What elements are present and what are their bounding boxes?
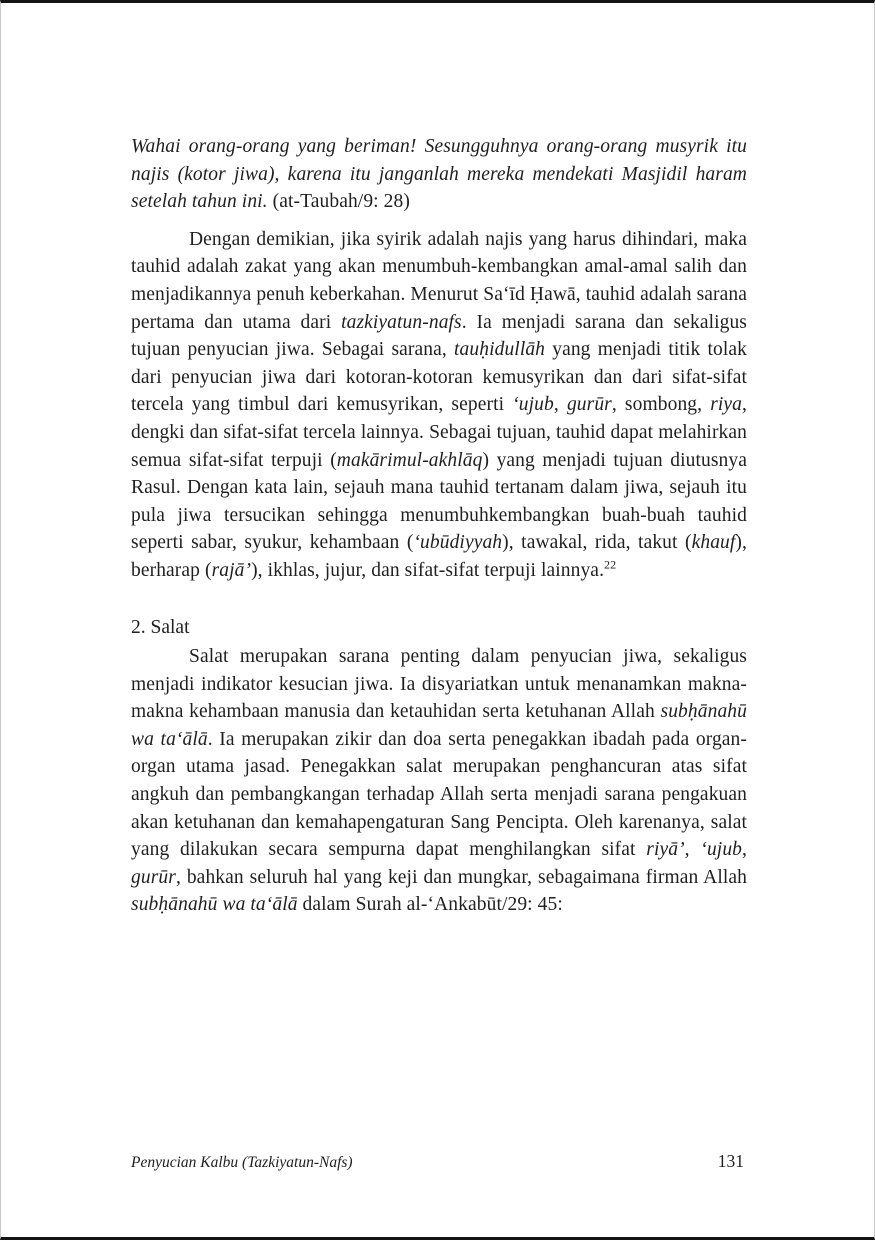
running-title: Penyucian Kalbu (Tazkiyatun-Nafs) [131,1154,353,1171]
page-footer [131,1151,744,1172]
section-heading-salat: 2. Salat [131,616,190,638]
paragraph-tauhid: Dengan demikian, jika syirik adalah najis yang harus dihindari, maka tauhid adalah zakat yang akan menumbuh-kembangkan amal-amal salih dan menjadikannya penuh keberkahan. Menurut Sa‘īd Ḥawā, tauhid adalah sarana pertama dan utama dari tazkiyatun-nafs. Ia menjadi sarana dan sekaligus tujuan penyucian jiwa. Sebagai sarana, tauḥidullāh yang menjadi titik tolak dari penyucian jiwa dari kotoran-kotoran kemusyrikan dan dari sifat-sifat tercela yang timbul dari kemusyrikan, seperti ‘ujub, gurūr, sombong, riya, dengki dan sifat-sifat tercela lainnya. Sebagai tujuan, tauhid dapat melahirkan semua sifat-sifat terpuji (makārimul-akhlāq) yang menjadi tujuan diutusnya Rasul. Dengan kata lain, sejauh mana tauhid tertanam dalam jiwa, sejauh itu pula jiwa tersucikan sehingga menumbuhkembangkan buah-buah tauhid seperti sabar, syukur, kehambaan (‘ubūdiyyah), tawakal, rida, takut (khauf), berharap (rajā’), ikhlas, jujur, dan sifat-sifat terpuji lainnya.$^{22}$ [131,228,748,581]
page-number: 131 [717,1151,744,1171]
page-content [131,133,747,919]
paragraph-salat: Salat merupakan sarana penting dalam penyucian jiwa, sekaligus menjadi indikator kesucian jiwa. Ia disyariatkan untuk menanamkan makna-makna kehambaan manusia dan ketauhidan serta ketuhanan Allah subḥānahū wa ta‘ālā. Ia merupakan zikir dan doa serta penegakkan ibadah pada organ-organ utama jasad. Penegakkan salat merupakan penghancuran atas sifat angkuh dan pembangkangan terhadap Allah serta menjadi sarana pengakuan akan ketuhanan dan kemahapengaturan Sang Pencipta. Oleh karenanya, salat yang dilakukan secara sempurna dapat menghilangkan sifat riyā’, ‘ujub, gurūr, bahkan seluruh hal yang keji dan mungkar, sebagaimana firman Allah subḥānahū wa ta‘ālā dalam Surah al-‘Ankabūt/29: 45: [131,646,748,916]
quran-quote: Wahai orang-orang yang beriman! Sesungguhnya orang-orang musyrik itu najis (kotor jiwa), karena itu janganlah mereka mendekati Masjidil haram setelah tahun ini. (at-Taubah/9: 28) [131,136,747,213]
